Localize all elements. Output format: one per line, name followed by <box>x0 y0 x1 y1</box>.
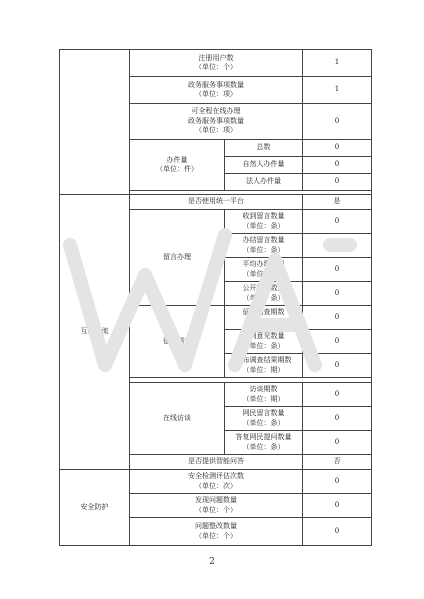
handled-total-value: 0 <box>303 140 372 157</box>
handled-total-label: 总数 <box>225 140 303 157</box>
messages-processed-value: 0 <box>303 234 372 258</box>
messages-published-label: 公开答复数量 （单位：条） <box>225 282 303 306</box>
security-fixed-value: 0 <box>303 518 372 546</box>
section-cell-blank <box>60 50 130 195</box>
table-row <box>60 195 372 210</box>
interview-answers-value: 0 <box>303 431 372 455</box>
service-items-value: 1 <box>303 77 372 104</box>
unified-platform-value: 是 <box>303 195 372 210</box>
messages-received-value: 0 <box>303 210 372 234</box>
handled-person-label: 自然人办件量 <box>225 157 303 174</box>
security-section-label: 安全防护 <box>60 470 130 546</box>
service-items-label: 政务服务事项数量 （单位：项） <box>130 77 303 104</box>
security-fixed-label: 问题整改数量 （单位：个） <box>130 518 303 546</box>
unified-platform-label: 是否使用统一平台 <box>130 195 303 210</box>
handled-person-value: 0 <box>303 157 372 174</box>
messages-received-label: 收到留言数量 （单位：条） <box>225 210 303 234</box>
messages-avg-time-value: 0 <box>303 258 372 282</box>
online-items-value: 0 <box>303 104 372 140</box>
messages-processed-label: 办结留言数量 （单位：条） <box>225 234 303 258</box>
handled-label: 办件量 （单位：件） <box>130 140 225 191</box>
page-number: 2 <box>209 557 215 567</box>
messages-published-value: 0 <box>303 282 372 306</box>
interview-answers-label: 答复网民提问数量 （单位：条） <box>225 431 303 455</box>
online-items-label: 可全程在线办理 政务服务事项数量 （单位：项） <box>130 104 303 140</box>
security-checks-label: 安全检测评估次数 （单位：次） <box>130 470 303 494</box>
interview-label: 在线访谈 <box>130 383 225 455</box>
interaction-section-label: 互动交流 <box>60 195 130 470</box>
handled-legal-value: 0 <box>303 174 372 191</box>
table-row <box>60 470 372 494</box>
registered-users-value: 1 <box>303 50 372 77</box>
survey-results-value: 0 <box>303 354 372 378</box>
survey-periods-value: 0 <box>303 306 372 330</box>
survey-periods-label: 征集调查期数 （单位：期） <box>225 306 303 330</box>
smart-qa-label: 是否提供智能问答 <box>130 455 303 470</box>
statistics-table <box>59 49 372 546</box>
interview-periods-value: 0 <box>303 383 372 407</box>
table-row <box>60 50 372 77</box>
security-found-label: 发现问题数量 （单位：个） <box>130 494 303 518</box>
survey-opinions-value: 0 <box>303 330 372 354</box>
handled-legal-label: 法人办件量 <box>225 174 303 191</box>
registered-users-label: 注册用户数 （单位：个） <box>130 50 303 77</box>
smart-qa-value: 否 <box>303 455 372 470</box>
survey-label: 征集调查 <box>130 306 225 378</box>
survey-results-label: 公布调查结果期数 （单位：期） <box>225 354 303 378</box>
interview-questions-value: 0 <box>303 407 372 431</box>
messages-label: 留言办理 <box>130 210 225 306</box>
interview-periods-label: 访谈期数 （单位：期） <box>225 383 303 407</box>
security-found-value: 0 <box>303 494 372 518</box>
survey-opinions-label: 收到意见数量 （单位：条） <box>225 330 303 354</box>
messages-avg-time-label: 平均办理时间 （单位：天） <box>225 258 303 282</box>
interview-questions-label: 网民留言数量 （单位：条） <box>225 407 303 431</box>
security-checks-value: 0 <box>303 470 372 494</box>
